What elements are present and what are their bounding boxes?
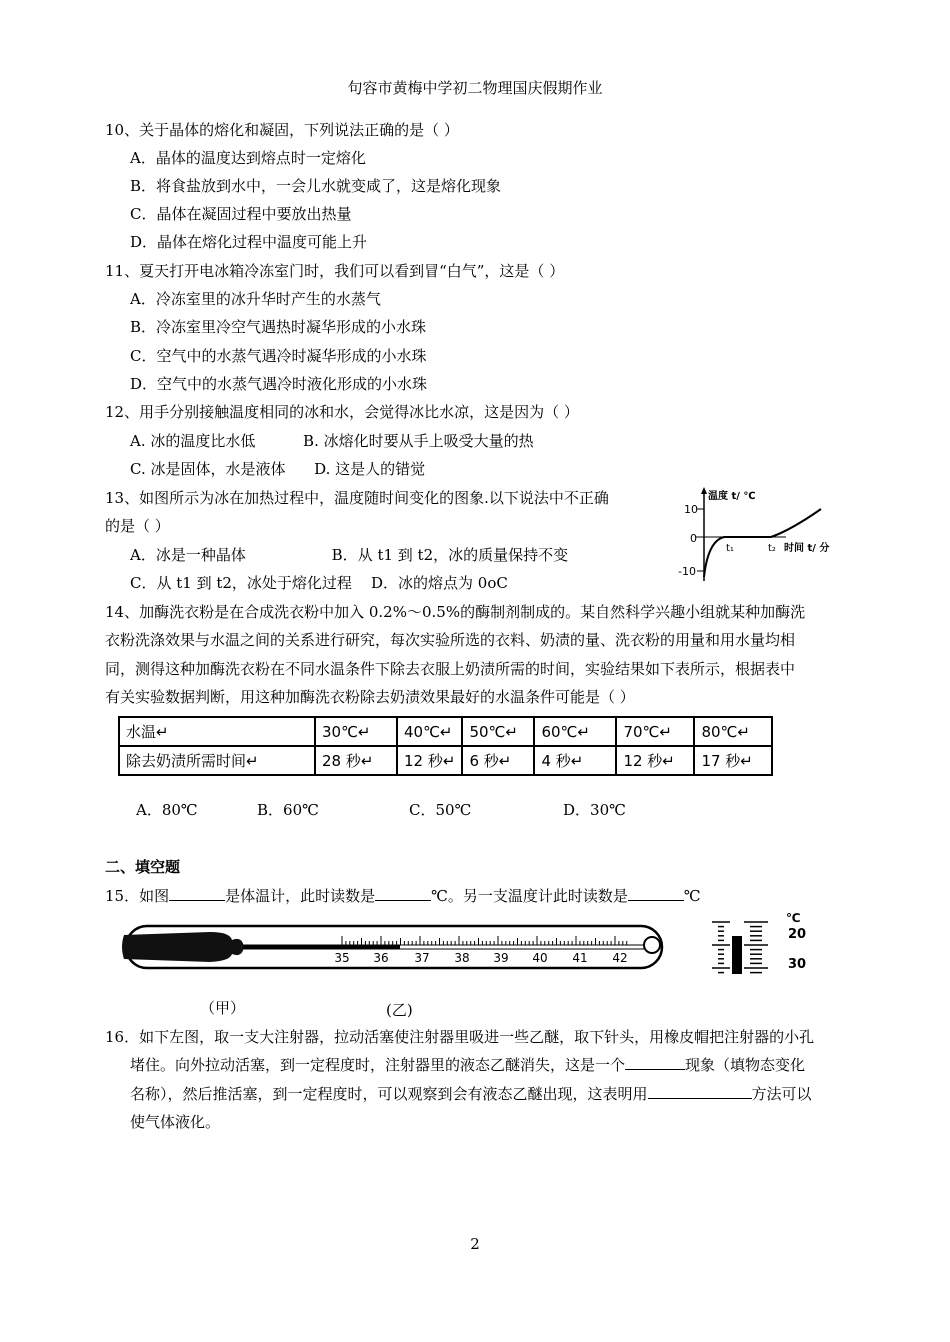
q11-option-c: C．空气中的水蒸气遇冷时凝华形成的小水珠 <box>130 347 427 365</box>
q15-text-4: ℃ <box>683 887 701 905</box>
q16-line4: 使气体液化。 <box>130 1113 221 1131</box>
q16-blank-2[interactable] <box>648 1084 752 1099</box>
q13-options-ab: A．冰是一种晶体 B．从 t1 到 t2，冰的质量保持不变 <box>130 546 569 564</box>
q11-option-d: D．空气中的水蒸气遇冷时液化形成的小水珠 <box>130 375 428 393</box>
q12-options-cd: C. 冰是固体，水是液体 D. 这是人的错觉 <box>130 460 426 478</box>
table-row <box>119 717 772 746</box>
scale-label: 42 <box>612 951 628 965</box>
room-thermometer-label-30: 30 <box>788 957 807 972</box>
q16-line1: 16．如下左图，取一支大注射器，拉动活塞使注射器里吸进一些乙醚，取下针头，用橡皮帽把注射器的小孔 <box>105 1028 815 1046</box>
q16-text-3: 名称），然后推活塞，到一定程度时，可以观察到会有液态乙醚出现，这表明用 <box>130 1085 648 1103</box>
q14-line3: 同，测得这种加酶洗衣粉在不同水温条件下除去衣服上奶渍所需的时间，实验结果如下表所示，根据表中 <box>105 660 796 678</box>
table-cell: 40℃↵ <box>397 717 462 746</box>
graph-label-10: 10 <box>684 503 698 516</box>
q10-option-b: B．将食盐放到水中，一会儿水就变咸了，这是熔化现象 <box>130 177 502 195</box>
q14-option-b: B．60℃ <box>257 801 319 819</box>
table-cell: 12 秒↵ <box>397 746 462 775</box>
room-thermometer-liquid <box>732 936 742 974</box>
scale-label: 35 <box>334 951 350 965</box>
q14-line1: 14、加酶洗衣粉是在合成洗衣粉中加入 0.2%～0.5%的酶制剂制成的。某自然科学兴趣小组就某种加酶洗 <box>105 603 806 621</box>
graph-label-t1: t₁ <box>726 543 734 554</box>
table-cell: 4 秒↵ <box>534 746 616 775</box>
q14-option-a: A．80℃ <box>136 801 198 819</box>
q14-line2: 衣粉洗涤效果与水温之间的关系进行研究，每次实验所选的衣料、奶渍的量、洗衣粉的用量和用水量均相 <box>105 631 796 649</box>
q15-text-3: ℃。另一支温度计此时读数是 <box>431 887 628 905</box>
table-cell: 70℃↵ <box>616 717 694 746</box>
graph-y-arrow <box>701 487 707 494</box>
q16-text-2: 堵住。向外拉动活塞，到一定程度时，注射器里的液态乙醚消失，这是一个 <box>130 1056 626 1074</box>
q11-option-b: B．冷冻室里冷空气遇热时凝华形成的小水珠 <box>130 318 427 336</box>
table-cell: 80℃↵ <box>694 717 772 746</box>
thermometer-bulb-end <box>122 932 232 962</box>
q10-option-c: C．晶体在凝固过程中要放出热量 <box>130 205 352 223</box>
table-cell: 30℃↵ <box>315 717 397 746</box>
q14-option-d: D．30℃ <box>563 801 626 819</box>
q13-stem-line2: 的是（ ） <box>105 517 170 535</box>
q10-stem: 10、关于晶体的熔化和凝固，下列说法正确的是（ ） <box>105 121 459 139</box>
q14-line4: 有关实验数据判断，用这种加酶洗衣粉除去奶渍效果最好的水温条件可能是（ ） <box>105 688 635 706</box>
table-cell: 60℃↵ <box>534 717 616 746</box>
table-header-cell: 除去奶渍所需时间↵ <box>119 746 315 775</box>
page-number: 2 <box>470 1235 480 1253</box>
table-header-cell: 水温↵ <box>119 717 315 746</box>
q14-option-c: C．50℃ <box>409 801 472 819</box>
q11-stem: 11、夏天打开电冰箱冷冻室门时，我们可以看到冒“白气”，这是（ ） <box>105 262 565 280</box>
q15-blank-1[interactable] <box>169 886 225 901</box>
clinical-thermometer <box>120 918 668 973</box>
graph-label-t2: t₂ <box>768 543 776 554</box>
q12-stem: 12、用手分别接触温度相同的冰和水，会觉得冰比水凉，这是因为（ ） <box>105 403 579 421</box>
page-header: 句容市黄梅中学初二物理国庆假期作业 <box>347 79 603 97</box>
table-cell: 17 秒↵ <box>694 746 772 775</box>
scale-label: 40 <box>532 951 548 965</box>
scale-label: 36 <box>373 951 389 965</box>
q16-line3 <box>130 1084 812 1104</box>
table-row <box>119 746 772 775</box>
q16-text-3b: 方法可以 <box>751 1085 812 1103</box>
table-cell: 28 秒↵ <box>315 746 397 775</box>
q16-text-2b: 现象（填物态变化 <box>685 1056 806 1074</box>
q10-option-d: D．晶体在熔化过程中温度可能上升 <box>130 233 368 251</box>
q15-line <box>105 886 701 906</box>
q15-blank-2[interactable] <box>375 886 431 901</box>
q13-stem-line1: 13、如图所示为冰在加热过程中，温度随时间变化的图象.以下说法中不正确 <box>105 489 609 507</box>
q15-text-1: 15．如图 <box>105 887 170 905</box>
graph-ylabel: 温度 t/ ℃ <box>708 491 756 502</box>
q12-options-ab: A. 冰的温度比水低 B. 冰熔化时要从手上吸受大量的热 <box>130 432 534 450</box>
q15-blank-3[interactable] <box>628 886 684 901</box>
room-thermometer-unit: ℃ <box>786 911 801 925</box>
caption-jia: （甲） <box>200 999 246 1017</box>
q16-blank-1[interactable] <box>625 1055 685 1070</box>
table-cell: 12 秒↵ <box>616 746 694 775</box>
graph-label-minus10: -10 <box>678 565 696 578</box>
enzyme-results-table <box>118 716 773 776</box>
table-cell: 50℃↵ <box>462 717 534 746</box>
graph-xlabel: 时间 t/ 分 <box>784 543 830 554</box>
scale-label: 41 <box>572 951 588 965</box>
q13-options-cd: C．从 t1 到 t2，冰处于熔化过程 D．冰的熔点为 0oC <box>130 574 508 592</box>
ice-heating-graph <box>676 485 842 585</box>
q16-line2 <box>130 1055 805 1075</box>
graph-label-0: 0 <box>690 532 697 545</box>
q10-option-a: A．晶体的温度达到熔点时一定熔化 <box>130 149 366 167</box>
room-thermometer-label-20: 20 <box>788 927 807 942</box>
q15-text-2: 是体温计，此时读数是 <box>225 887 376 905</box>
scale-label: 39 <box>493 951 509 965</box>
room-thermometer <box>692 908 842 978</box>
thermometer-end-ring <box>644 937 660 953</box>
thermometer-mercury <box>244 945 400 949</box>
section-title: 二、填空题 <box>105 858 181 876</box>
scale-label: 37 <box>414 951 430 965</box>
scale-label: 38 <box>454 951 470 965</box>
caption-yi: (乙) <box>386 1001 413 1019</box>
table-cell: 6 秒↵ <box>462 746 534 775</box>
q11-option-a: A．冷冻室里的冰升华时产生的水蒸气 <box>130 290 381 308</box>
